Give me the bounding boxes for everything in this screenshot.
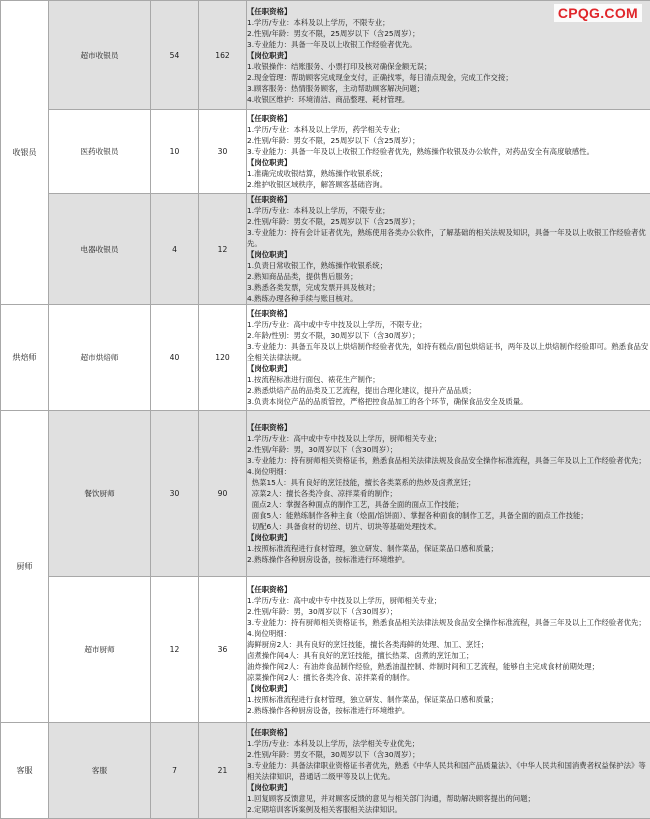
position-name-cell: 医药收银员 xyxy=(49,110,151,194)
requirement-line: 1.按照标准流程进行食材管理，独立研发、制作菜品，保证菜品口感和质量； xyxy=(247,694,650,705)
requirement-line: 2.性别/年龄：男女不限，30周岁以下（含30周岁）； xyxy=(247,749,650,760)
section-heading: 【任职资格】 xyxy=(247,308,650,319)
section-heading: 【岗位职责】 xyxy=(247,683,650,694)
job-category-cell: 烘焙师 xyxy=(1,305,49,411)
section-heading: 【任职资格】 xyxy=(247,727,650,738)
requirement-line: 1.学历/专业：本科及以上学历，药学相关专业； xyxy=(247,124,650,135)
watermark-logo: CPQG.COM xyxy=(554,4,642,22)
section-heading: 【岗位职责】 xyxy=(247,532,650,543)
requirement-line: 凉菜操作间2人：擅长各类冷食、凉拌菜肴的制作。 xyxy=(247,672,650,683)
requirement-line: 2.年龄/性别：男女不限，30周岁以下（含30周岁）； xyxy=(247,330,650,341)
requirement-line: 4.岗位明细： xyxy=(247,466,650,477)
requirements-cell xyxy=(247,305,650,411)
requirement-line: 1.按流程标准进行面包、裱花生产制作； xyxy=(247,374,650,385)
job-category-cell: 客服 xyxy=(1,723,49,819)
job-row xyxy=(1,110,650,194)
requirement-line: 1.学历/专业：高中或中专中技及以上学历，不限专业； xyxy=(247,319,650,330)
requirement-line: 1.按照标准流程进行食材管理，独立研发、制作菜品，保证菜品口感和质量； xyxy=(247,543,650,554)
requirements-cell xyxy=(247,723,650,819)
job-row xyxy=(1,194,650,305)
requirement-line: 2.维护收银区域秩序，解答顾客基础咨询。 xyxy=(247,179,650,190)
count-cell: 30 xyxy=(151,411,199,577)
count-cell: 4 xyxy=(151,194,199,305)
requirement-line: 1.准确完成收银结算，熟练操作收银系统； xyxy=(247,168,650,179)
count-cell: 36 xyxy=(199,577,247,723)
section-heading: 【岗位职责】 xyxy=(247,50,650,61)
requirements-cell xyxy=(247,411,650,577)
position-name-cell: 客服 xyxy=(49,723,151,819)
job-row xyxy=(1,723,650,819)
requirement-line: 1.负责日常收银工作，熟练操作收银系统； xyxy=(247,260,650,271)
requirement-line: 3.专业能力：持有厨师相关资格证书，熟悉食品相关法律法规及食品安全操作标准流程，具备三年及以上工作经验者优先； xyxy=(247,455,650,466)
requirement-line: 1.学历/专业：本科及以上学历，不限专业； xyxy=(247,17,650,28)
requirement-line: 3.负责本岗位产品的品质管控，严格把控食品加工的各个环节，确保食品安全及质量。 xyxy=(247,396,650,407)
requirement-line: 3.顾客服务：热情服务顾客，主动帮助顾客解决问题； xyxy=(247,83,650,94)
count-cell: 120 xyxy=(199,305,247,411)
count-cell: 12 xyxy=(199,194,247,305)
position-name-cell: 超市烘焙师 xyxy=(49,305,151,411)
requirement-line: 1.学历/专业：高中或中专中技及以上学历，厨师相关专业； xyxy=(247,433,650,444)
requirement-line: 2.熟悉烘焙产品的品类及工艺流程，提出合理化建议，提升产品品质； xyxy=(247,385,650,396)
requirement-line: 3.专业能力：具备法律职业资格证书者优先，熟悉《中华人民共和国产品质量法》、《中华人民共和国消费者权益保护法》等相关法律知识，普通话二级甲等及以上优先。 xyxy=(247,760,650,782)
requirement-line: 凉菜2人：擅长各类冷食、凉拌菜肴的制作； xyxy=(247,488,650,499)
requirement-line: 4.岗位明细： xyxy=(247,628,650,639)
requirement-line: 2.性别/年龄：男，30周岁以下（含30周岁）； xyxy=(247,444,650,455)
job-category-cell: 厨师 xyxy=(1,411,49,723)
requirement-line: 1.回复顾客反馈意见，并对顾客反馈的意见与相关部门沟通，帮助解决顾客提出的问题； xyxy=(247,793,650,804)
requirement-line: 1.学历/专业：本科及以上学历，不限专业； xyxy=(247,205,650,216)
requirement-line: 面点2人：掌握各种面点的制作工艺，具备全面的面点工作技能； xyxy=(247,499,650,510)
position-name-cell: 餐饮厨师 xyxy=(49,411,151,577)
requirements-cell xyxy=(247,577,650,723)
requirement-line: 3.专业能力：具备五年及以上烘焙制作经验者优先，如持有糕点/面包烘焙证书，两年及以上烘焙制作经验即可。熟悉食品安全相关法律法规。 xyxy=(247,341,650,363)
requirement-line: 2.定期培训客诉案例及相关客服相关法律知识。 xyxy=(247,804,650,815)
requirements-cell xyxy=(247,194,650,305)
requirement-line: 4.收银区维护：环境清洁、商品整理、耗材管理。 xyxy=(247,94,650,105)
section-heading: 【任职资格】 xyxy=(247,6,650,17)
requirement-line: 3.专业能力：持有会计证者优先，熟练使用各类办公软件，了解基础的相关法规及知识，具备一年及以上收银工作经验者优先。 xyxy=(247,227,650,249)
requirement-line: 4.熟练办理各种手续与账目核对。 xyxy=(247,293,650,304)
section-heading: 【任职资格】 xyxy=(247,194,650,205)
requirement-line: 切配6人：具备食材的切丝、切片、切块等基础处理技术。 xyxy=(247,521,650,532)
requirement-line: 油炸操作间2人：有油炸食品制作经验，熟悉油温控制、炸制时间和工艺流程，能够自主完成食材前期处理； xyxy=(247,661,650,672)
section-heading: 【任职资格】 xyxy=(247,584,650,595)
requirement-line: 2.熟练操作各种厨房设备，按标准进行环境维护。 xyxy=(247,705,650,716)
job-category-cell: 收银员 xyxy=(1,1,49,305)
requirement-line: 卤煮操作间4人：具有良好的烹饪技能，擅长热菜、卤煮的烹饪加工； xyxy=(247,650,650,661)
position-name-cell: 超市厨师 xyxy=(49,577,151,723)
count-cell: 162 xyxy=(199,1,247,110)
requirements-cell xyxy=(247,110,650,194)
requirement-line: 3.专业能力：具备一年及以上收银工作经验者优先，熟练操作收银及办公软件，对药品安全有高度敏感性。 xyxy=(247,146,650,157)
count-cell: 40 xyxy=(151,305,199,411)
position-name-cell: 电器收银员 xyxy=(49,194,151,305)
section-heading: 【岗位职责】 xyxy=(247,157,650,168)
requirement-line: 2.性别/年龄：男女不限，25周岁以下（含25周岁）； xyxy=(247,135,650,146)
requirement-line: 1.学历/专业：高中或中专中技及以上学历，厨师相关专业； xyxy=(247,595,650,606)
count-cell: 12 xyxy=(151,577,199,723)
table-body xyxy=(1,1,650,819)
count-cell: 21 xyxy=(199,723,247,819)
count-cell: 7 xyxy=(151,723,199,819)
count-cell: 90 xyxy=(199,411,247,577)
section-heading: 【岗位职责】 xyxy=(247,363,650,374)
job-row xyxy=(1,577,650,723)
job-row xyxy=(1,305,650,411)
position-name-cell: 超市收银员 xyxy=(49,1,151,110)
job-row xyxy=(1,411,650,577)
section-heading: 【任职资格】 xyxy=(247,422,650,433)
requirement-line: 2.性别/年龄：男女不限，25周岁以下（含25周岁）； xyxy=(247,216,650,227)
requirement-line: 2.现金管理：帮助顾客完成现金支付，正确找零，每日清点现金，完成工作交接； xyxy=(247,72,650,83)
requirement-line: 2.性别/年龄：男，30周岁以下（含30周岁）； xyxy=(247,606,650,617)
requirement-line: 2.性别/年龄：男女不限，25周岁以下（含25周岁）； xyxy=(247,28,650,39)
job-row xyxy=(1,1,650,110)
requirement-line: 热菜15人：具有良好的烹饪技能，擅长各类菜系的热炒及卤煮烹饪； xyxy=(247,477,650,488)
requirement-line: 3.专业能力：持有厨师相关资格证书，熟悉食品相关法律法规及食品安全操作标准流程，具备三年及以上工作经验者优先； xyxy=(247,617,650,628)
section-heading: 【任职资格】 xyxy=(247,113,650,124)
requirement-line: 3.熟悉各类发票，完成发票开具及核对； xyxy=(247,282,650,293)
count-cell: 10 xyxy=(151,110,199,194)
requirement-line: 1.收银操作：结账服务、小票打印及核对确保金额无误； xyxy=(247,61,650,72)
section-heading: 【岗位职责】 xyxy=(247,782,650,793)
count-cell: 54 xyxy=(151,1,199,110)
section-heading: 【岗位职责】 xyxy=(247,249,650,260)
requirement-line: 1.学历/专业：本科及以上学历，法学相关专业优先； xyxy=(247,738,650,749)
requirement-line: 面食5人：能熟练制作各种主食（烩面/馅饼面）、掌握各种面食的制作工艺，具备全面的面点工作技能； xyxy=(247,510,650,521)
requirement-line: 3.专业能力：具备一年及以上收银工作经验者优先。 xyxy=(247,39,650,50)
requirement-line: 2.熟练操作各种厨房设备，按标准进行环境维护。 xyxy=(247,554,650,565)
requirement-line: 2.熟知商品品类，提供售后服务； xyxy=(247,271,650,282)
count-cell: 30 xyxy=(199,110,247,194)
requirement-line: 海鲜厨房2人：具有良好的烹饪技能，擅长各类海鲜的处理、加工、烹饪； xyxy=(247,639,650,650)
